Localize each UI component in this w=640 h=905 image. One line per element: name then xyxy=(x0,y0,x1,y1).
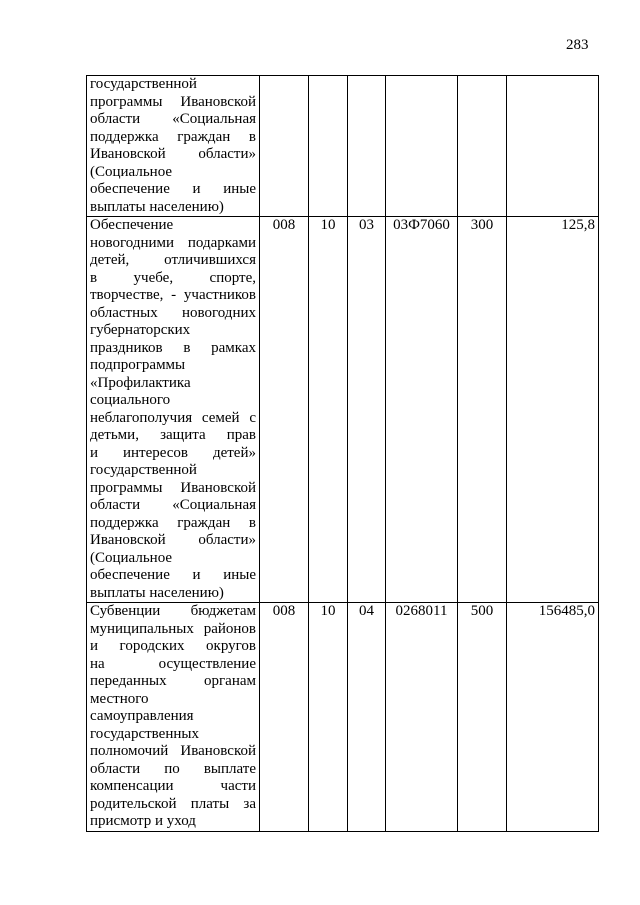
description-line: области «Социальная xyxy=(90,111,256,127)
section-code: 10 xyxy=(309,217,348,603)
description-line: поддержка граждан в xyxy=(90,128,256,145)
description-line: областных новогодних xyxy=(90,304,256,321)
expense-description xyxy=(87,217,260,603)
target-article-code xyxy=(386,76,458,217)
expense-type-code xyxy=(458,76,507,217)
section-code xyxy=(309,76,348,217)
description-line: творчестве, - участников xyxy=(90,287,256,303)
target-article-code: 03Ф7060 xyxy=(386,217,458,603)
description-line: обеспечение и иные xyxy=(90,567,256,583)
expense-type-code: 500 xyxy=(458,603,507,832)
description-line: неблагополучия семей с xyxy=(90,409,256,426)
description-line: присмотр и уход xyxy=(90,813,196,829)
description-line: (Социальное xyxy=(90,549,173,566)
expense-description xyxy=(87,76,260,217)
subsection-code: 04 xyxy=(348,603,386,832)
description-line: муниципальных районов xyxy=(90,620,256,637)
description-line: детьми, защита прав xyxy=(90,427,256,443)
description-line: программы Ивановской xyxy=(90,93,256,110)
section-code: 10 xyxy=(309,603,348,832)
description-line: на осуществление xyxy=(90,655,256,672)
description-line: детей, отличившихся xyxy=(90,252,256,268)
description-line: губернаторских xyxy=(90,322,191,338)
description-line: области по выплате xyxy=(90,760,256,777)
description-line: новогодними подарками xyxy=(90,234,256,251)
description-line: праздников в рамках xyxy=(90,339,256,356)
description-line: в учебе, спорте, xyxy=(90,269,256,286)
table-body xyxy=(87,76,599,832)
description-line: социального xyxy=(90,392,171,408)
amount: 156485,0 xyxy=(507,603,599,832)
description-line: государственной xyxy=(90,462,197,478)
description-line: государственной xyxy=(90,76,197,92)
table-row xyxy=(87,76,599,217)
description-line: обеспечение и иные xyxy=(90,181,256,197)
expense-description xyxy=(87,603,260,832)
description-line: программы Ивановской xyxy=(90,479,256,496)
description-line: родительской платы за xyxy=(90,795,256,812)
page-number: 283 xyxy=(566,37,589,53)
description-line: области «Социальная xyxy=(90,497,256,513)
table-row xyxy=(87,217,599,603)
description-line: переданных органам xyxy=(90,673,256,689)
description-line: и городских округов xyxy=(90,638,256,654)
description-line: Ивановской области» xyxy=(90,532,256,548)
expense-type-code: 300 xyxy=(458,217,507,603)
description-line: Субвенции бюджетам xyxy=(90,603,256,619)
amount xyxy=(507,76,599,217)
amount: 125,8 xyxy=(507,217,599,603)
table-row xyxy=(87,603,599,832)
ministry-code: 008 xyxy=(260,217,309,603)
description-line: Ивановской области» xyxy=(90,146,256,162)
description-line: поддержка граждан в xyxy=(90,514,256,531)
description-line: выплаты населению) xyxy=(90,198,224,215)
budget-table xyxy=(86,75,599,832)
ministry-code: 008 xyxy=(260,603,309,832)
subsection-code xyxy=(348,76,386,217)
description-line: «Профилактика xyxy=(90,374,191,391)
description-line: Обеспечение xyxy=(90,217,174,233)
description-line: подпрограммы xyxy=(90,357,186,373)
subsection-code: 03 xyxy=(348,217,386,603)
description-line: самоуправления xyxy=(90,708,194,724)
ministry-code xyxy=(260,76,309,217)
description-line: полномочий Ивановской xyxy=(90,743,256,759)
description-line: государственных xyxy=(90,725,199,742)
description-line: выплаты населению) xyxy=(90,584,224,601)
description-line: местного xyxy=(90,690,149,707)
description-line: и интересов детей» xyxy=(90,444,256,461)
description-line: (Социальное xyxy=(90,163,173,180)
description-line: компенсации части xyxy=(90,778,256,794)
target-article-code: 0268011 xyxy=(386,603,458,832)
